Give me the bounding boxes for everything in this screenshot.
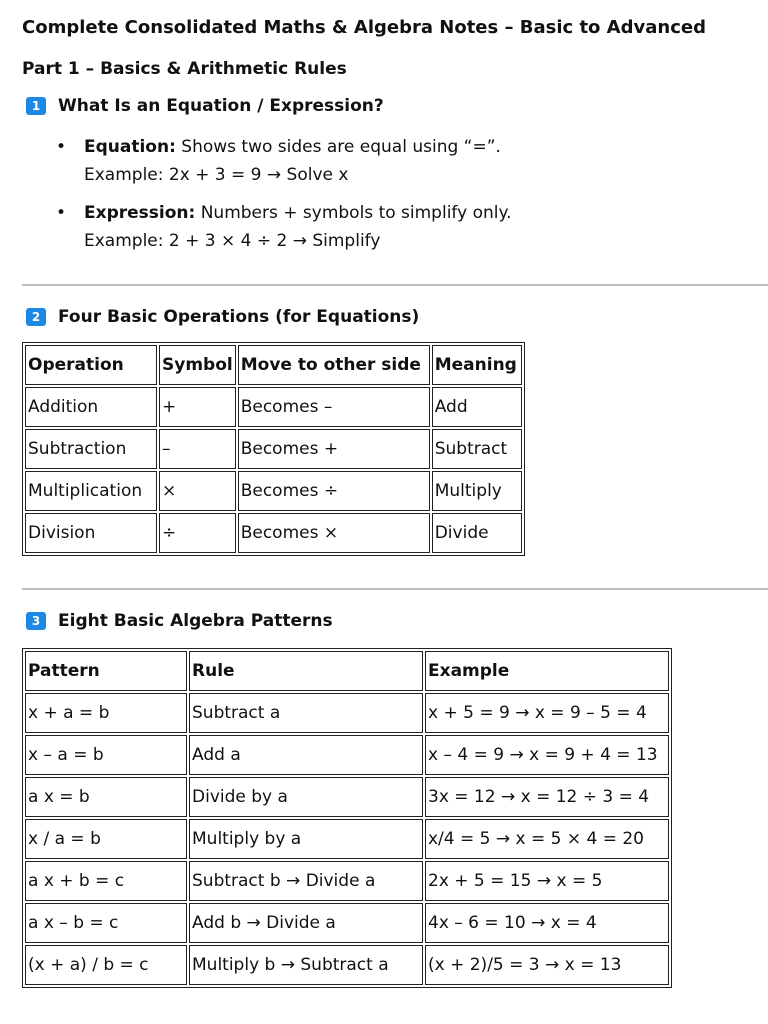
number-3-icon: 3 (26, 612, 46, 630)
section-3-heading (22, 611, 333, 631)
table-row (25, 945, 669, 985)
table-cell: Multiplication (25, 471, 157, 511)
table-row (25, 861, 669, 901)
term: Equation: (84, 137, 176, 157)
table-cell: Add (432, 387, 522, 427)
column-header: Operation (25, 345, 157, 385)
table-cell: x/4 = 5 → x = 5 × 4 = 20 (425, 819, 669, 859)
table-cell: 2x + 5 = 15 → x = 5 (425, 861, 669, 901)
number-2-icon: 2 (26, 308, 46, 326)
list-item (22, 133, 768, 189)
table-cell: a x + b = c (25, 861, 187, 901)
table-cell: Division (25, 513, 157, 553)
table-cell: Becomes × (238, 513, 430, 553)
column-header: Rule (189, 651, 423, 691)
example: Example: 2x + 3 = 9 → Solve x (84, 165, 349, 185)
section-2-heading (22, 307, 419, 327)
section-1-heading (22, 96, 768, 116)
example: Example: 2 + 3 × 4 ÷ 2 → Simplify (84, 231, 381, 251)
table-cell: – (159, 429, 236, 469)
table-cell: Subtract (432, 429, 522, 469)
column-header: Symbol (159, 345, 236, 385)
definition: Shows two sides are equal using “=”. (175, 137, 501, 157)
definition: Numbers + symbols to simplify only. (195, 203, 512, 223)
table-row (25, 387, 522, 427)
table-cell: 3x = 12 → x = 12 ÷ 3 = 4 (425, 777, 669, 817)
bullet-icon: • (56, 137, 67, 157)
table-row (25, 777, 669, 817)
operations-table (22, 342, 525, 556)
table-cell: Becomes + (238, 429, 430, 469)
section-1-title: What Is an Equation / Expression? (58, 96, 384, 116)
column-header: Example (425, 651, 669, 691)
table-header-row (25, 651, 669, 691)
section-1 (22, 96, 768, 265)
bullet-icon: • (56, 203, 67, 223)
table-row (25, 513, 522, 553)
number-1-icon: 1 (26, 97, 46, 115)
table-cell: 4x – 6 = 10 → x = 4 (425, 903, 669, 943)
table-cell: Subtraction (25, 429, 157, 469)
table-cell: Becomes ÷ (238, 471, 430, 511)
table-cell: Subtract a (189, 693, 423, 733)
table-cell: x – a = b (25, 735, 187, 775)
table-row (25, 471, 522, 511)
table-row (25, 903, 669, 943)
table-cell: + (159, 387, 236, 427)
table-cell: Divide (432, 513, 522, 553)
table-cell: (x + 2)/5 = 3 → x = 13 (425, 945, 669, 985)
list-item (22, 199, 768, 255)
table-cell: (x + a) / b = c (25, 945, 187, 985)
table-cell: × (159, 471, 236, 511)
table-row (25, 693, 669, 733)
column-header: Meaning (432, 345, 522, 385)
table-cell: Subtract b → Divide a (189, 861, 423, 901)
table-cell: x + a = b (25, 693, 187, 733)
table-row (25, 819, 669, 859)
table-cell: a x – b = c (25, 903, 187, 943)
divider (22, 284, 768, 286)
part-title: Part 1 – Basics & Arithmetic Rules (22, 59, 347, 79)
term: Expression: (84, 203, 196, 223)
table-cell: Divide by a (189, 777, 423, 817)
divider (22, 588, 768, 590)
section-3-title: Eight Basic Algebra Patterns (58, 611, 333, 631)
table-cell: Multiply (432, 471, 522, 511)
table-cell: x / a = b (25, 819, 187, 859)
table-cell: Multiply b → Subtract a (189, 945, 423, 985)
column-header: Pattern (25, 651, 187, 691)
column-header: Move to other side (238, 345, 430, 385)
table-row (25, 735, 669, 775)
table-cell: Add a (189, 735, 423, 775)
table-cell: ÷ (159, 513, 236, 553)
table-cell: a x = b (25, 777, 187, 817)
definition-list (22, 133, 768, 255)
table-cell: x + 5 = 9 → x = 9 – 5 = 4 (425, 693, 669, 733)
section-2-title: Four Basic Operations (for Equations) (58, 307, 420, 327)
table-row (25, 429, 522, 469)
algebra-patterns-table (22, 648, 672, 988)
document-title: Complete Consolidated Maths & Algebra Notes – Basic to Advanced (22, 17, 706, 38)
table-cell: Becomes – (238, 387, 430, 427)
table-cell: Add b → Divide a (189, 903, 423, 943)
table-header-row (25, 345, 522, 385)
table-cell: Addition (25, 387, 157, 427)
table-cell: x – 4 = 9 → x = 9 + 4 = 13 (425, 735, 669, 775)
table-cell: Multiply by a (189, 819, 423, 859)
